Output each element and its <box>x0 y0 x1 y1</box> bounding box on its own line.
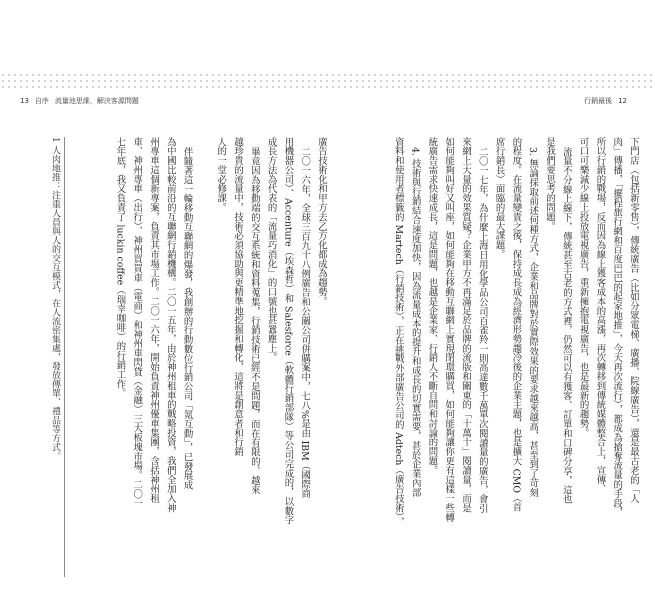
text-column: 可口可樂減少線上投放電視廣告，重新擁抱電視廣告，也是最新的趨勢。 <box>577 137 589 438</box>
text-column: 肉」傳播，「擺程旅行網和百度巴巴的起家地推」，今天再次流行），都成為搶奪流量的手段， <box>611 137 623 518</box>
text-column: 為中國比較前沿的互聯網行銷機構。二〇一五年，由於神州租車的戰略投資，我們全加入神 <box>164 137 176 513</box>
text-column: 七年底，我又負責了 luckin coffee（瑞幸咖啡）的行銷工作。 <box>114 137 126 398</box>
footnote-text: 1 人肉地推：注重人員與人的交互模式，在人流密集處，發放傳單、禮品等方式。 <box>50 137 60 461</box>
text-column: 下門店（包括新零售），傳統廣告（比如分眾電梯、廣播、院線廣告），還是最古老的「人 <box>628 137 639 504</box>
text-column: 二〇一六年，全球三百九十八例廣告和公關公司併購案中，七八%是由 IBM（國際商 <box>299 147 311 499</box>
footnote-divider <box>64 137 65 577</box>
text-column: 州專車這個新專案，負責其市場工作。二〇一六年，開始負責神州優車集團，含括神州租 <box>148 137 160 504</box>
text-column: 用機器公司）、Accenture（埃森哲）和 Salesforce（軟體行銷部隊）等公司完成的，以數字 <box>282 137 294 525</box>
left-running-header <box>20 96 139 106</box>
text-column: 如何能夠叫好又叫座，如何能夠在移動互聯網上實現閉環購買，如何能夠讓你更有這樣一些轉 <box>443 137 455 522</box>
text-column: 的程度。在流量變貴之後，保持成長成為經濟形勢趨冷後的企業主題，也是擴大 CMO（首 <box>510 137 522 512</box>
text-column: 來網上大量的效果質疑？企業甲方不再滿足於品牌的流版和關東的「十萬十」閱讀量，而是 <box>460 137 472 513</box>
left-page-number: 13 <box>20 97 29 105</box>
text-column: 4. 技術與行銷結合速度加快，因為流量成本的提升和成長的切實需要，甚於企業內部 <box>409 147 421 497</box>
text-column: 3. 無論採取前述何種方式，企業和品牌對於實際效果的要求越來越高，甚至到了苛刻 <box>527 147 539 497</box>
footnote <box>22 137 62 577</box>
text-column: 廣告技術化和甲方去乙方化都成為趨勢。 <box>316 137 327 307</box>
text-column: 人的一堂必修課。 <box>215 137 227 213</box>
left-page-text <box>22 137 328 577</box>
right-running-header <box>584 96 627 106</box>
text-column: 伴隨著這一輪移動互聯網的爆發，我創辦的行動數位行銷公司「氪互動」，已發展成 <box>181 147 193 490</box>
left-chapter-title: 流量池思維，解決客源問題 <box>54 97 139 105</box>
text-column: 所以行銷的戰場，反而因為線上獲客成本的高漲，再次轉移到傳統媒體整合上，宣傳、 <box>594 137 606 494</box>
text-column: 畢竟因為移動端的交互系統和資料蒐集，行銷技術已經不是問題，而在有限的、越來 <box>248 147 260 495</box>
left-section-label: 自序 <box>34 97 49 105</box>
text-column: 越珍貴的流量中，技術必須協助與更精準地挖掘和轉化，這將是創意者和行銷 <box>232 137 244 457</box>
text-column <box>196 137 210 577</box>
text-column: 二〇一七年，為什麼上海日用化學品公司百雀羚一則高達數千萬單次閱讀量的廣告，會引 <box>476 147 488 514</box>
text-column: 統廣告需求快速成長，這是問題，也越是企業家、行銷人不斷自問和討論的問題。 <box>426 137 438 476</box>
right-chapter-title: 行銷最後 <box>584 97 613 105</box>
text-column: 資料和使用者標籤的 Martech（行銷技術），正在挑戰外部廣告公司的 Adtech（廣告技術）， <box>392 137 404 527</box>
text-column: 車、神州專車（出行）、神州買買車（電商）和神州車閃貸（金融）三大板塊市場。二〇一 <box>131 137 143 508</box>
text-column: 席行銷長）面臨的最大課題。 <box>493 137 505 260</box>
text-column: 是我們要思考的問題。 <box>544 137 556 231</box>
right-page-text <box>340 137 640 577</box>
right-page-number: 12 <box>618 97 627 105</box>
text-column: 流量不分線上線下，傳統甚至古老的方式裡，仍然可以有獲客、訂單和口碑分享，這也 <box>560 147 572 504</box>
dotted-header-band <box>0 72 655 92</box>
text-column: 成長方法為代表的「流量巧消化」的口號也甚囂塵上。 <box>265 137 277 363</box>
